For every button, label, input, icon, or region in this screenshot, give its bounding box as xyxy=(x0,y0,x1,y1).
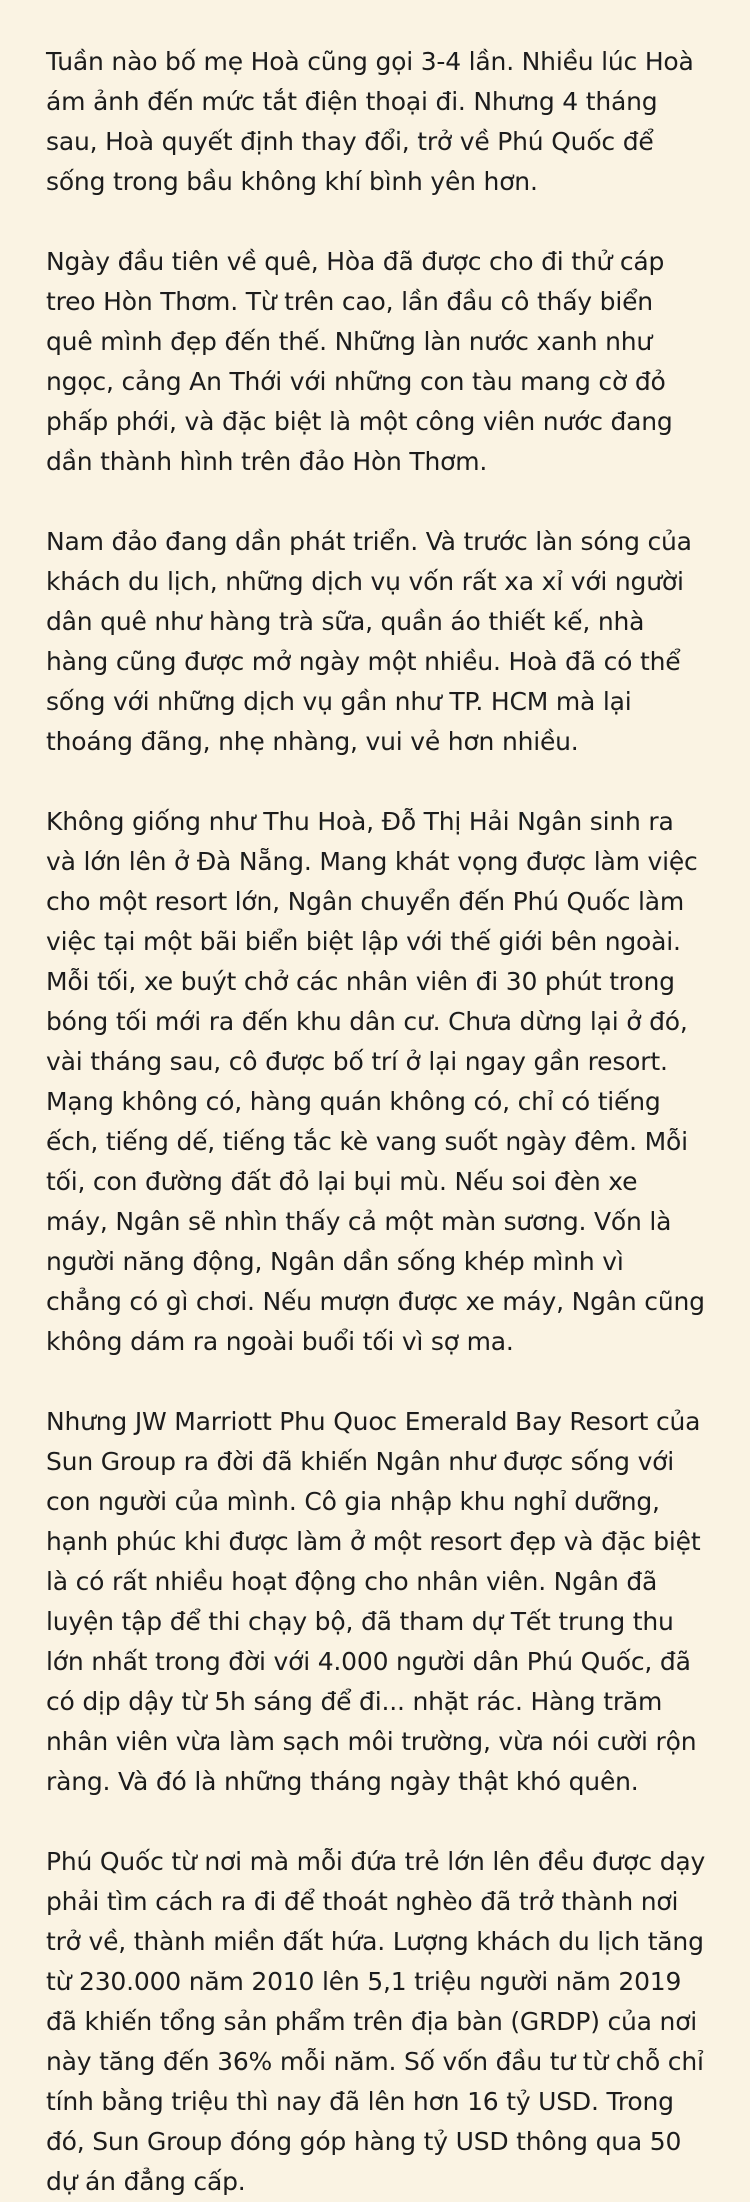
paragraph-5: Nhưng JW Marriott Phu Quoc Emerald Bay Resort của Sun Group ra đời đã khiến Ngân như được sống với con người của mình. Cô gia nhập khu nghỉ dưỡng, hạnh phúc khi được làm ở một resort đẹp và đặc biệt là có rất nhiều hoạt động cho nhân viên. Ngân đã luyện tập để thi chạy bộ, đã tham dự Tết trung thu lớn nhất trong đời với 4.000 người dân Phú Quốc, đã có dịp dậy từ 5h sáng để đi... nhặt rác. Hàng trăm nhân viên vừa làm sạch môi trường, vừa nói cười rộn ràng. Và đó là những tháng ngày thật khó quên. xyxy=(46,1407,701,1796)
paragraph-3: Nam đảo đang dần phát triển. Và trước làn sóng của khách du lịch, những dịch vụ vốn rất xa xỉ với người dân quê như hàng trà sữa, quần áo thiết kế, nhà hàng cũng được mở ngày một nhiều. Hoà đã có thể sống với những dịch vụ gần như TP. HCM mà lại thoáng đãng, nhẹ nhàng, vui vẻ hơn nhiều. xyxy=(46,527,692,756)
paragraph-1: Tuần nào bố mẹ Hoà cũng gọi 3-4 lần. Nhiều lúc Hoà ám ảnh đến mức tắt điện thoại đi. Nhưng 4 tháng sau, Hoà quyết định thay đổi, trở về Phú Quốc để sống trong bầu không khí bình yên hơn. xyxy=(46,47,694,196)
paragraph-6: Phú Quốc từ nơi mà mỗi đứa trẻ lớn lên đều được dạy phải tìm cách ra đi để thoát nghèo đã trở thành nơi trở về, thành miền đất hứa. Lượng khách du lịch tăng từ 230.000 năm 2010 lên 5,1 triệu người năm 2019 đã khiến tổng sản phẩm trên địa bàn (GRDP) của nơi này tăng đến 36% mỗi năm. Số vốn đầu tư từ chỗ chỉ tính bằng triệu thì nay đã lên hơn 16 tỷ USD. Trong đó, Sun Group đóng góp hàng tỷ USD thông qua 50 dự án đẳng cấp. xyxy=(46,1847,706,2196)
paragraph-2: Ngày đầu tiên về quê, Hòa đã được cho đi thử cáp treo Hòn Thơm. Từ trên cao, lần đầu cô thấy biển quê mình đẹp đến thế. Những làn nước xanh như ngọc, cảng An Thới với những con tàu mang cờ đỏ phấp phới, và đặc biệt là một công viên nước đang dần thành hình trên đảo Hòn Thơm. xyxy=(46,247,673,476)
paragraph-4: Không giống như Thu Hoà, Đỗ Thị Hải Ngân sinh ra và lớn lên ở Đà Nẵng. Mang khát vọng được làm việc cho một resort lớn, Ngân chuyển đến Phú Quốc làm việc tại một bãi biển biệt lập với thế giới bên ngoài. Mỗi tối, xe buýt chở các nhân viên đi 30 phút trong bóng tối mới ra đến khu dân cư. Chưa dừng lại ở đó, vài tháng sau, cô được bố trí ở lại ngay gần resort. Mạng không có, hàng quán không có, chỉ có tiếng ếch, tiếng dế, tiếng tắc kè vang suốt ngày đêm. Mỗi tối, con đường đất đỏ lại bụi mù. Nếu soi đèn xe máy, Ngân sẽ nhìn thấy cả một màn sương. Vốn là người năng động, Ngân dần sống khép mình vì chẳng có gì chơi. Nếu mượn được xe máy, Ngân cũng không dám ra ngoài buổi tối vì sợ ma. xyxy=(46,807,705,1356)
